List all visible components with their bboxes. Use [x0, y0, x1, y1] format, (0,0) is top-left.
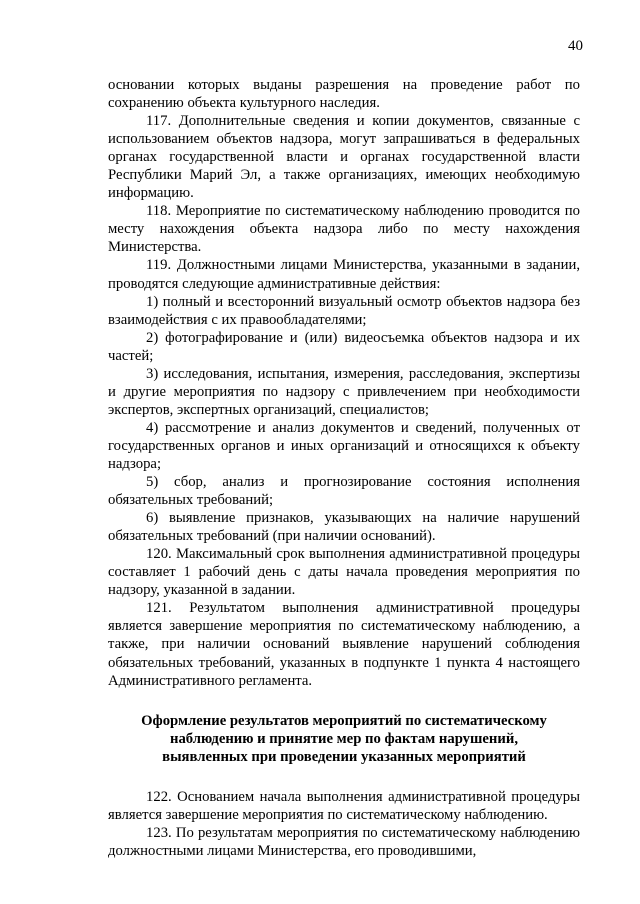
document-body	[108, 76, 580, 860]
list-item-5: 5) сбор, анализ и прогнозирование состояния исполнения обязательных требований;	[108, 474, 580, 509]
list-item-6: 6) выявление признаков, указывающих на наличие нарушений обязательных требований (при наличии оснований).	[108, 510, 580, 545]
list-item-3: 3) исследования, испытания, измерения, расследования, экспертизы и другие мероприятия по надзору с привлечением при необходимости экспертов, экспертных организаций, специалистов;	[108, 365, 580, 418]
list-item-4: 4) рассмотрение и анализ документов и сведений, полученных от государственных органов и иных организаций и относящихся к объекту надзора;	[108, 419, 580, 472]
paragraph-120: 120. Максимальный срок выполнения административной процедуры составляет 1 рабочий день с даты начала проведения мероприятия по надзору, указанной в задании.	[108, 546, 580, 599]
section-heading-line: Оформление результатов мероприятий по систематическому	[141, 712, 547, 729]
paragraph-123: 123. По результатам мероприятия по систематическому наблюдению должностными лицами Министерства, его проводившими,	[108, 824, 580, 859]
paragraph-122: 122. Основанием начала выполнения административной процедуры является завершение мероприятия по систематическому наблюдению.	[108, 788, 580, 823]
section-heading	[108, 712, 580, 766]
paragraph-117: 117. Дополнительные сведения и копии документов, связанные с использованием объектов надзора, могут запрашиваться в федеральных органах государственной власти и органах государственной власти Республики Марий Эл, а также организациях, имеющих необходимую информацию.	[108, 113, 580, 202]
section-heading-line: выявленных при проведении указанных мероприятий	[162, 748, 526, 765]
section-heading-line: наблюдению и принятие мер по фактам нарушений,	[169, 730, 518, 747]
paragraph-121: 121. Результатом выполнения административной процедуры является завершение мероприятия по систематическому наблюдению, а также, при наличии оснований выявление нарушений соблюдения обязательных требований, указанных в подпункте 1 пункта 4 настоящего Административного регламента.	[108, 600, 580, 689]
list-item-1: 1) полный и всесторонний визуальный осмотр объектов надзора без взаимодействия с их правообладателями;	[108, 293, 580, 328]
paragraph-continuation: основании которых выданы разрешения на проведение работ по сохранению объекта культурного наследия.	[108, 77, 580, 112]
paragraph-119: 119. Должностными лицами Министерства, указанными в задании, проводятся следующие административные действия:	[108, 257, 580, 292]
paragraph-118: 118. Мероприятие по систематическому наблюдению проводится по месту нахождения объекта надзора либо по месту нахождения Министерства.	[108, 203, 580, 256]
list-item-2: 2) фотографирование и (или) видеосъемка объектов надзора и их частей;	[108, 329, 580, 364]
page-number: 40	[568, 38, 583, 54]
